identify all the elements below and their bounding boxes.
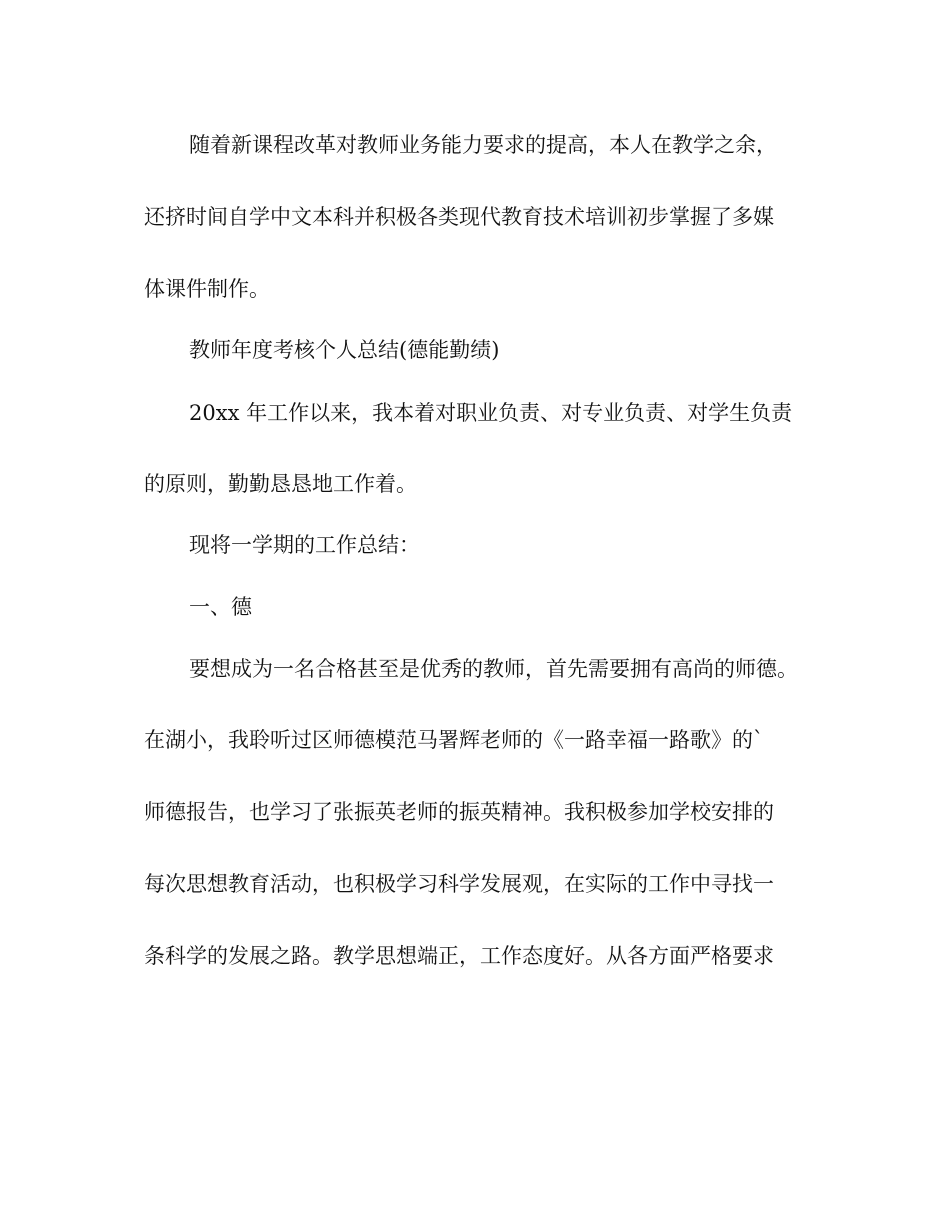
paragraph-line-2: 还挤时间自学中文本科并积极各类现代教育技术培训初步掌握了多媒 [144,205,774,229]
paragraph-line-13: 条科学的发展之路。教学思想端正，工作态度好。从各方面严格要求 [144,944,774,968]
paragraph-line-6: 的原则，勤勤恳恳地工作着。 [144,472,417,496]
paragraph-line-7: 现将一学期的工作总结： [189,533,420,557]
section-heading: 教师年度考核个人总结(德能勤绩) [189,338,500,362]
paragraph-line-10: 在湖小，我聆听过区师德模范马署辉老师的《一路幸福一路歌》的` [144,728,764,752]
paragraph-line-1: 随着新课程改革对教师业务能力要求的提高，本人在教学之余， [189,133,777,157]
paragraph-line-3: 体课件制作。 [144,277,270,301]
paragraph-line-9: 要想成为一名合格甚至是优秀的教师，首先需要拥有高尚的师德。 [189,657,798,681]
paragraph-line-12: 每次思想教育活动，也积极学习科学发展观，在实际的工作中寻找一 [144,872,774,896]
subheading-de: 一、德 [189,595,252,619]
paragraph-line-5: 20xx 年工作以来，我本着对职业负责、对专业负责、对学生负责 [189,401,793,425]
paragraph-line-11: 师德报告，也学习了张振英老师的振英精神。我积极参加学校安排的 [144,800,774,824]
